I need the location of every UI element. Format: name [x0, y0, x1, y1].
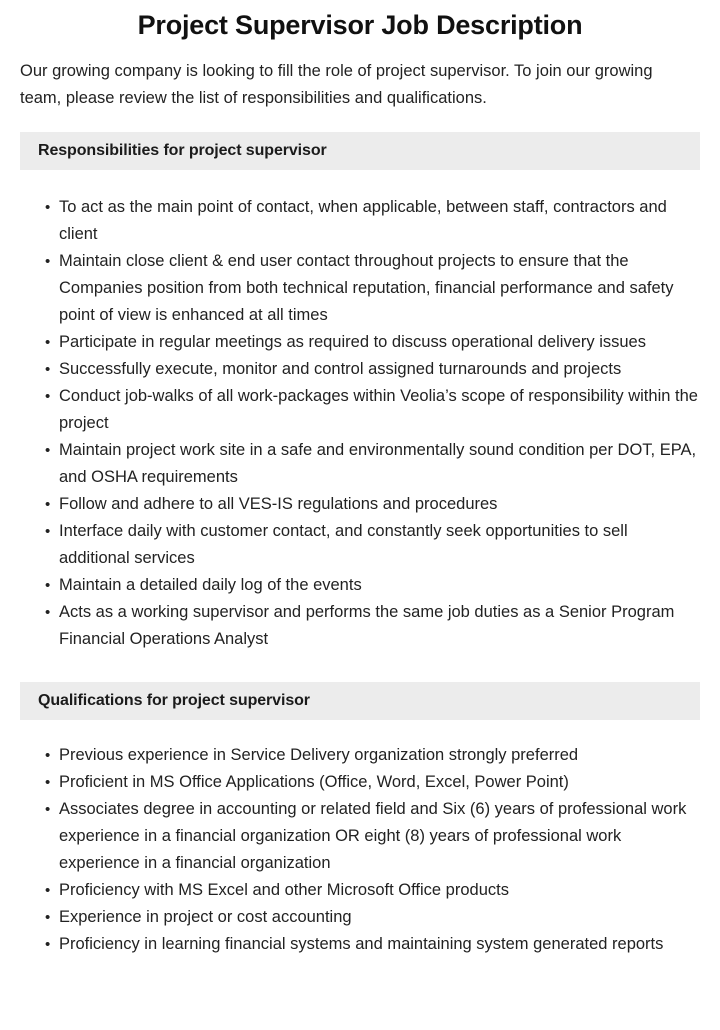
list-item-text: Acts as a working supervisor and performs the same job duties as a Senior Program Financial Operations Analyst — [59, 603, 675, 648]
list-item — [45, 329, 700, 356]
list-item-text: Previous experience in Service Delivery organization strongly preferred — [59, 746, 579, 764]
intro-paragraph: Our growing company is looking to fill the role of project supervisor. To join our growing team, please review the list of responsibilities and qualifications. — [20, 62, 653, 107]
list-item — [45, 572, 700, 599]
list-item — [45, 518, 700, 572]
list-item — [45, 742, 700, 769]
list-item — [45, 383, 700, 437]
list-item-text: Maintain project work site in a safe and environmentally sound condition per DOT, EPA, and OSHA requirements — [59, 441, 697, 486]
section-heading-label: Responsibilities for project supervisor — [38, 142, 327, 159]
list-item — [45, 437, 700, 491]
list-item — [45, 491, 700, 518]
list-item-text: To act as the main point of contact, when applicable, between staff, contractors and client — [59, 198, 667, 243]
qualifications-list — [0, 720, 720, 958]
list-item-text: Interface daily with customer contact, and constantly seek opportunities to sell additional services — [59, 522, 628, 567]
page-title: Project Supervisor Job Description — [137, 10, 583, 40]
list-item-text: Participate in regular meetings as required to discuss operational delivery issues — [59, 333, 646, 351]
list-item — [45, 356, 700, 383]
list-item-text: Proficiency in learning financial systems and maintaining system generated reports — [59, 935, 664, 953]
list-item-text: Proficiency with MS Excel and other Microsoft Office products — [59, 881, 509, 899]
section-header-qualifications — [20, 682, 700, 720]
list-item — [45, 904, 700, 931]
responsibilities-list — [0, 170, 720, 653]
list-item-text: Proficient in MS Office Applications (Office, Word, Excel, Power Point) — [59, 773, 569, 791]
section-header-responsibilities — [20, 132, 700, 170]
list-item-text: Conduct job-walks of all work-packages within Veolia’s scope of responsibility within the project — [59, 387, 698, 432]
list-item — [45, 599, 700, 653]
list-item — [45, 769, 700, 796]
list-item — [45, 931, 700, 958]
list-item-text: Experience in project or cost accounting — [59, 908, 352, 926]
list-item-text: Associates degree in accounting or related field and Six (6) years of professional work experience in a financial organization OR eight (8) years of professional work experience in a financial organization — [59, 800, 687, 872]
section-heading-label: Qualifications for project supervisor — [38, 692, 310, 709]
list-item-text: Successfully execute, monitor and control assigned turnarounds and projects — [59, 360, 622, 378]
list-item — [45, 194, 700, 248]
list-item — [45, 248, 700, 329]
list-item-text: Maintain a detailed daily log of the events — [59, 576, 362, 594]
list-item-text: Maintain close client & end user contact throughout projects to ensure that the Companies position from both technical reputation, financial performance and safety point of view is enhanced at all times — [59, 252, 674, 324]
list-item-text: Follow and adhere to all VES-IS regulations and procedures — [59, 495, 498, 513]
list-item — [45, 796, 700, 877]
list-item — [45, 877, 700, 904]
